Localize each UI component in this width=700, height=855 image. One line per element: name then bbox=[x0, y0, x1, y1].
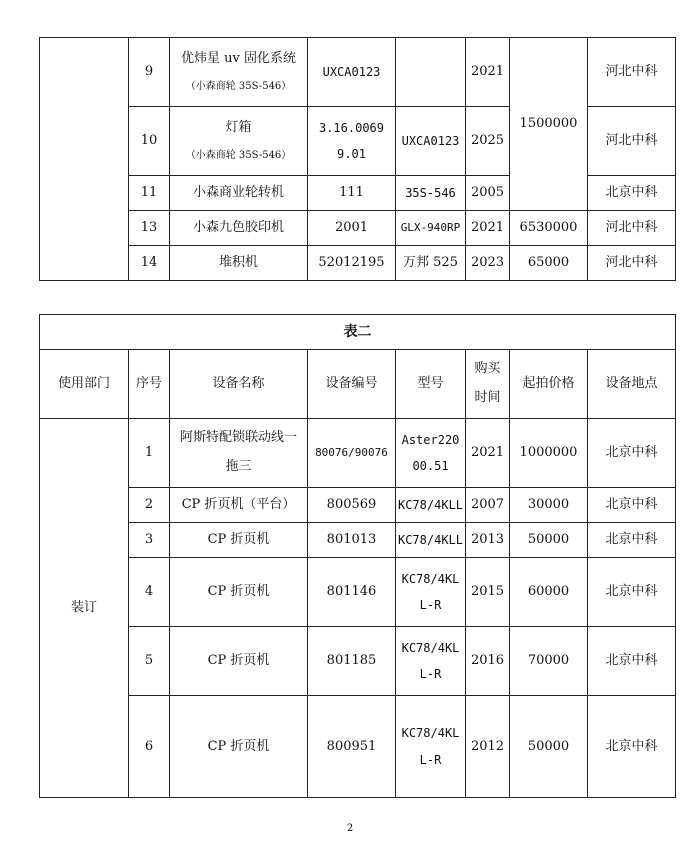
year-cell: 2005 bbox=[466, 176, 510, 211]
name-cell: 小森商业轮转机 bbox=[170, 176, 308, 211]
code-cell: 800951 bbox=[308, 696, 396, 798]
code-cell: 800569 bbox=[308, 488, 396, 523]
price-cell: 60000 bbox=[510, 558, 588, 627]
code-cell: 2001 bbox=[308, 211, 396, 246]
name-cell: CP 折页机 bbox=[170, 558, 308, 627]
model-cell: KC78/4KLL bbox=[396, 488, 466, 523]
seq-cell: 1 bbox=[129, 419, 170, 488]
price-cell: 1000000 bbox=[510, 419, 588, 488]
model-cell: KC78/4KLL bbox=[396, 523, 466, 558]
caption-row bbox=[40, 315, 676, 350]
seq-cell: 4 bbox=[129, 558, 170, 627]
table-caption: 表二 bbox=[40, 315, 676, 350]
dept-cell: 装订 bbox=[40, 419, 129, 798]
table-row bbox=[40, 211, 676, 246]
price-cell-merged: 1500000 bbox=[510, 38, 588, 211]
equipment-table-continued bbox=[39, 37, 676, 281]
name-cell: 阿斯特配锁联动线一拖三 bbox=[170, 419, 308, 488]
seq-cell: 10 bbox=[129, 107, 170, 176]
location-cell: 北京中科 bbox=[588, 696, 676, 798]
name-cell: 堆积机 bbox=[170, 246, 308, 281]
location-cell: 河北中科 bbox=[588, 38, 676, 107]
seq-cell: 9 bbox=[129, 38, 170, 107]
seq-cell: 2 bbox=[129, 488, 170, 523]
model-cell: GLX-940RP bbox=[396, 211, 466, 246]
location-cell: 北京中科 bbox=[588, 176, 676, 211]
code-cell: 111 bbox=[308, 176, 396, 211]
year-cell: 2021 bbox=[466, 419, 510, 488]
table-row bbox=[40, 627, 676, 696]
table-row bbox=[40, 246, 676, 281]
name-cell: CP 折页机 bbox=[170, 696, 308, 798]
year-cell: 2012 bbox=[466, 696, 510, 798]
location-cell: 北京中科 bbox=[588, 488, 676, 523]
header-year: 购买时间 bbox=[466, 350, 510, 419]
name-cell bbox=[170, 38, 308, 107]
year-cell: 2021 bbox=[466, 211, 510, 246]
name-cell: CP 折页机 bbox=[170, 523, 308, 558]
price-cell: 30000 bbox=[510, 488, 588, 523]
code-cell: 80076/90076 bbox=[308, 419, 396, 488]
table-row bbox=[40, 523, 676, 558]
equipment-subname: （小森商轮 35S-546） bbox=[185, 81, 292, 93]
seq-cell: 14 bbox=[129, 246, 170, 281]
model-cell: KC78/4KLL-R bbox=[396, 696, 466, 798]
model-cell: 35S-546 bbox=[396, 176, 466, 211]
year-cell: 2025 bbox=[466, 107, 510, 176]
equipment-subname: （小森商轮 35S-546） bbox=[185, 150, 292, 162]
seq-cell: 6 bbox=[129, 696, 170, 798]
model-cell: KC78/4KLL-R bbox=[396, 558, 466, 627]
equipment-name: 优炜星 uv 固化系统 bbox=[181, 51, 296, 67]
code-cell: 801185 bbox=[308, 627, 396, 696]
location-cell: 河北中科 bbox=[588, 107, 676, 176]
header-seq: 序号 bbox=[129, 350, 170, 419]
table-row bbox=[40, 419, 676, 488]
location-cell: 北京中科 bbox=[588, 627, 676, 696]
header-location: 设备地点 bbox=[588, 350, 676, 419]
year-cell: 2023 bbox=[466, 246, 510, 281]
header-dept: 使用部门 bbox=[40, 350, 129, 419]
location-cell: 北京中科 bbox=[588, 558, 676, 627]
code-cell: 52012195 bbox=[308, 246, 396, 281]
price-cell: 6530000 bbox=[510, 211, 588, 246]
code-cell: 3.16.00699.01 bbox=[308, 107, 396, 176]
name-cell: CP 折页机 bbox=[170, 627, 308, 696]
page-number: 2 bbox=[346, 823, 354, 834]
table-row bbox=[40, 38, 676, 107]
model-cell bbox=[396, 38, 466, 107]
header-price: 起拍价格 bbox=[510, 350, 588, 419]
name-cell: CP 折页机（平台） bbox=[170, 488, 308, 523]
seq-cell: 5 bbox=[129, 627, 170, 696]
year-cell: 2013 bbox=[466, 523, 510, 558]
year-cell: 2015 bbox=[466, 558, 510, 627]
model-cell: 万邦 525 bbox=[396, 246, 466, 281]
model-cell: UXCA0123 bbox=[396, 107, 466, 176]
header-code: 设备编号 bbox=[308, 350, 396, 419]
year-cell: 2007 bbox=[466, 488, 510, 523]
location-cell: 河北中科 bbox=[588, 211, 676, 246]
table-row bbox=[40, 488, 676, 523]
year-cell: 2016 bbox=[466, 627, 510, 696]
name-cell: 小森九色胶印机 bbox=[170, 211, 308, 246]
code-cell: 801013 bbox=[308, 523, 396, 558]
location-cell: 河北中科 bbox=[588, 246, 676, 281]
model-cell: KC78/4KLL-R bbox=[396, 627, 466, 696]
seq-cell: 11 bbox=[129, 176, 170, 211]
equipment-name: 灯箱 bbox=[225, 120, 252, 136]
code-cell: 801146 bbox=[308, 558, 396, 627]
header-name: 设备名称 bbox=[170, 350, 308, 419]
model-cell: Aster22000.51 bbox=[396, 419, 466, 488]
price-cell: 70000 bbox=[510, 627, 588, 696]
price-cell: 50000 bbox=[510, 696, 588, 798]
location-cell: 北京中科 bbox=[588, 523, 676, 558]
price-cell: 50000 bbox=[510, 523, 588, 558]
name-cell bbox=[170, 107, 308, 176]
header-model: 型号 bbox=[396, 350, 466, 419]
seq-cell: 3 bbox=[129, 523, 170, 558]
price-cell: 65000 bbox=[510, 246, 588, 281]
equipment-table-two bbox=[39, 314, 676, 798]
year-cell: 2021 bbox=[466, 38, 510, 107]
table-row bbox=[40, 558, 676, 627]
table-row bbox=[40, 696, 676, 798]
code-cell: UXCA0123 bbox=[308, 38, 396, 107]
dept-cell-empty bbox=[40, 38, 129, 281]
header-row bbox=[40, 350, 676, 419]
location-cell: 北京中科 bbox=[588, 419, 676, 488]
seq-cell: 13 bbox=[129, 211, 170, 246]
